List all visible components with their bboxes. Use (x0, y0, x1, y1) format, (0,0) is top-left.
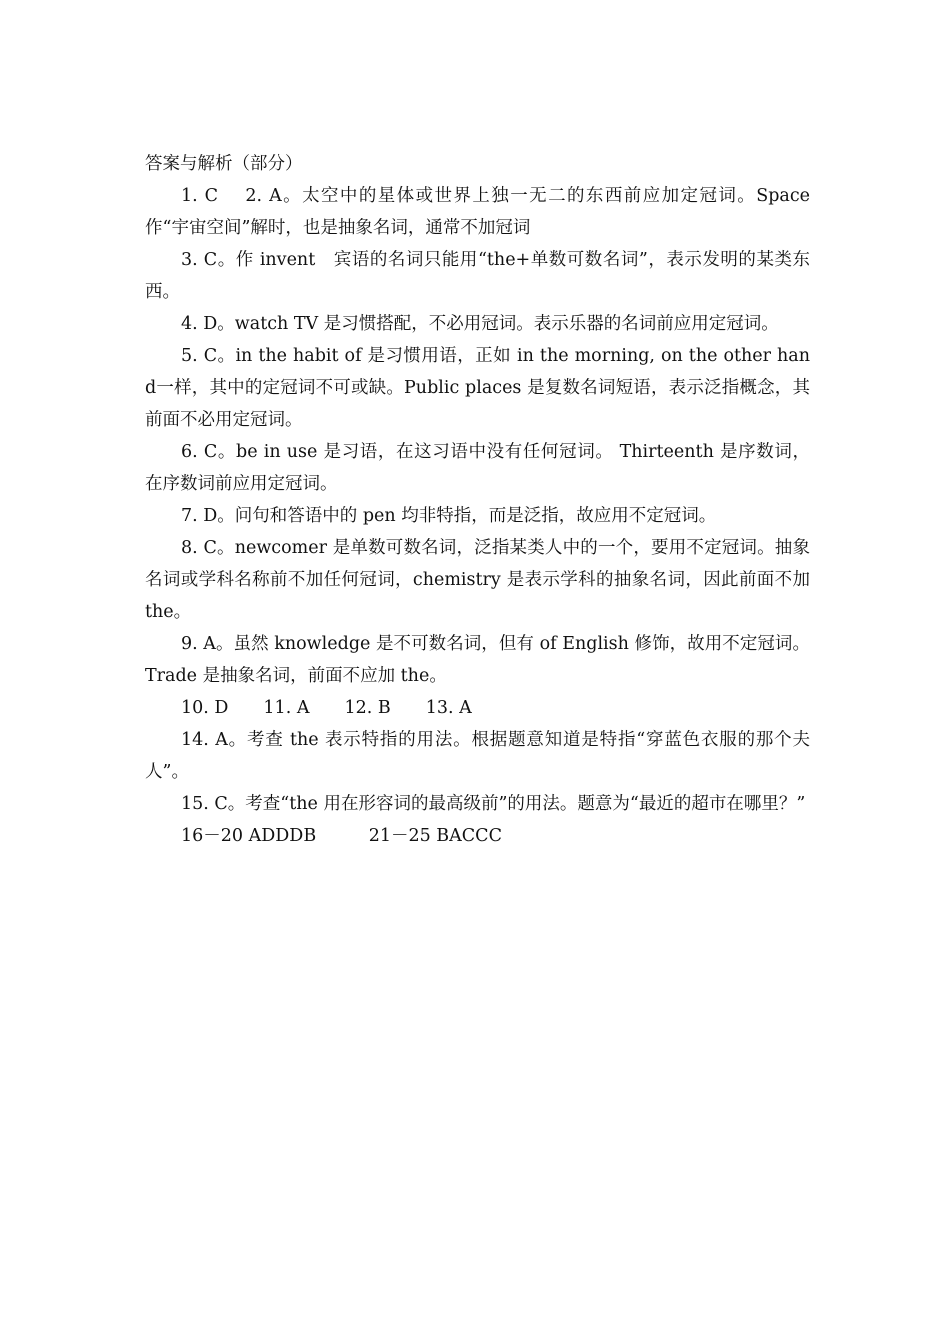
answer-items-10-13: 10. D 11. A 12. B 13. A (181, 698, 472, 718)
answer-item-5: 5. C。in the habit of 是习惯用语，正如 in the morning, on the other hand一样，其中的定冠词不可或缺。Public places 是复数名词短语，表示泛指概念，其前面不必用定冠词。 (145, 346, 810, 430)
answer-item-4: 4. D。watch TV 是习惯搭配，不必用冠词。表示乐器的名词前应用定冠词。 (181, 314, 779, 334)
answer-key-section (145, 148, 810, 852)
answer-items-16-25: 16－20 ADDDB 21－25 BACCC (181, 826, 502, 846)
answer-item-15: 15. C。考查“the 用在形容词的最高级前”的用法。题意为“最近的超市在哪里？” (181, 794, 806, 814)
answer-item-3: 3. C。作 invent 宾语的名词只能用“the+单数可数名词”，表示发明的某类东西。 (145, 250, 810, 302)
answer-item-9: 9. A。虽然 knowledge 是不可数名词，但有 of English 修饰，故用不定冠词。Trade 是抽象名词，前面不应加 the。 (145, 634, 810, 686)
answer-item-14: 14. A。考查 the 表示特指的用法。根据题意知道是特指“穿蓝色衣服的那个夫人”。 (145, 730, 810, 782)
answer-item-8: 8. C。newcomer 是单数可数名词，泛指某类人中的一个，要用不定冠词。抽象名词或学科名称前不加任何冠词，chemistry 是表示学科的抽象名词，因此前面不加 the。 (145, 538, 810, 622)
section-heading: 答案与解析（部分） (145, 154, 303, 174)
answer-item-1-2: 1. C 2. A。太空中的星体或世界上独一无二的东西前应加定冠词。Space 作“宇宙空间”解时，也是抽象名词，通常不加冠词 (145, 186, 810, 238)
answer-item-7: 7. D。问句和答语中的 pen 均非特指，而是泛指，故应用不定冠词。 (181, 506, 717, 526)
answer-item-6: 6. C。be in use 是习语，在这习语中没有任何冠词。 Thirteenth 是序数词，在序数词前应用定冠词。 (145, 442, 810, 494)
